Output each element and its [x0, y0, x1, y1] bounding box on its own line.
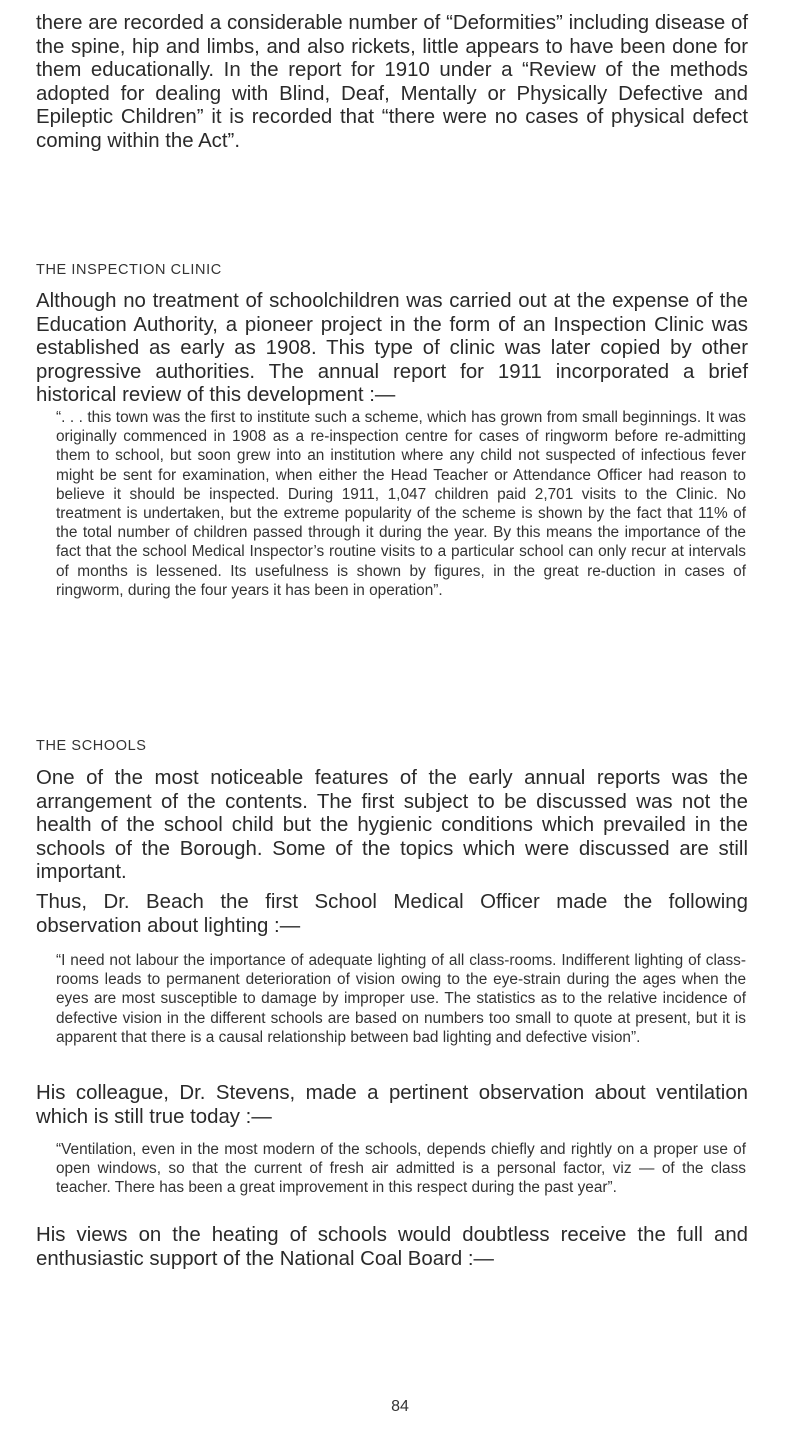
schools-paragraph-2: Thus, Dr. Beach the first School Medical Officer made the following observation about lighting :—: [36, 891, 748, 937]
schools-paragraph-1: One of the most noticeable features of the early annual reports was the arrangement of the contents. The first subject to be discussed was not the health of the school child but the hygienic conditions which prevailed in the schools of the Borough. Some of the topics which were discussed are still important.: [36, 767, 748, 884]
schools-paragraph-3: His colleague, Dr. Stevens, made a pertinent observation about ventilation which is still true today :—: [36, 1082, 748, 1128]
schools-paragraph-4: His views on the heating of schools would doubtless receive the full and enthusiastic support of the National Coal Board :—: [36, 1224, 748, 1270]
ventilation-quote: “Ventilation, even in the most modern of the schools, depends chiefly and rightly on a proper use of open windows, so that the current of fresh air admitted is a personal factor, viz — of the class teacher. There has been a great improvement in this respect during the past year”.: [56, 1141, 746, 1197]
inspection-clinic-quote: “. . . this town was the first to institute such a scheme, which has grown from small beginnings. It was originally commenced in 1908 as a re-inspection centre for cases of ringworm before re-admitting them to school, but soon grew into an institution where any child not suspected of infectious fever might be sent for examination, when either the Head Teacher or Attendance Officer had reason to believe it should be inspected. During 1911, 1,047 children paid 2,701 visits to the Clinic. No treatment is undertaken, but the extreme popularity of the scheme is shown by the fact that 11% of the total number of children passed through it during the year. By this means the importance of the fact that the school Medical Inspector’s routine visits to a particular school can only recur at intervals of months is lessened. Its usefulness is shown by figures, in the great re-duction in cases of ringworm, during the four years it has been in operation”.: [56, 409, 746, 599]
schools-heading: THE SCHOOLS: [36, 738, 147, 754]
page-number: 84: [391, 1398, 409, 1415]
lighting-quote: “I need not labour the importance of adequate lighting of all class-rooms. Indifferent lighting of class-rooms leads to permanent deterioration of vision owing to the eye-strain during the ages when the eyes are most susceptible to damage by improper use. The statistics as to the relative incidence of defective vision in the different schools are based on numbers too small to quote at present, but it is apparent that there is a causal relationship between bad lighting and defective vision”.: [56, 952, 746, 1046]
inspection-clinic-paragraph: Although no treatment of schoolchildren was carried out at the expense of the Education Authority, a pioneer project in the form of an Inspection Clinic was established as early as 1908. This type of clinic was later copied by other progressive authorities. The annual report for 1911 incorporated a brief historical review of this development :—: [36, 290, 748, 407]
intro-paragraph: there are recorded a considerable number of “Deformities” including disease of the spine, hip and limbs, and also rickets, little appears to have been done for them educationally. In the report for 1910 under a “Review of the methods adopted for dealing with Blind, Deaf, Mentally or Physically Defective and Epileptic Children” it is recorded that “there were no cases of physical defect coming within the Act”.: [36, 12, 748, 152]
inspection-clinic-heading: THE INSPECTION CLINIC: [36, 262, 222, 278]
